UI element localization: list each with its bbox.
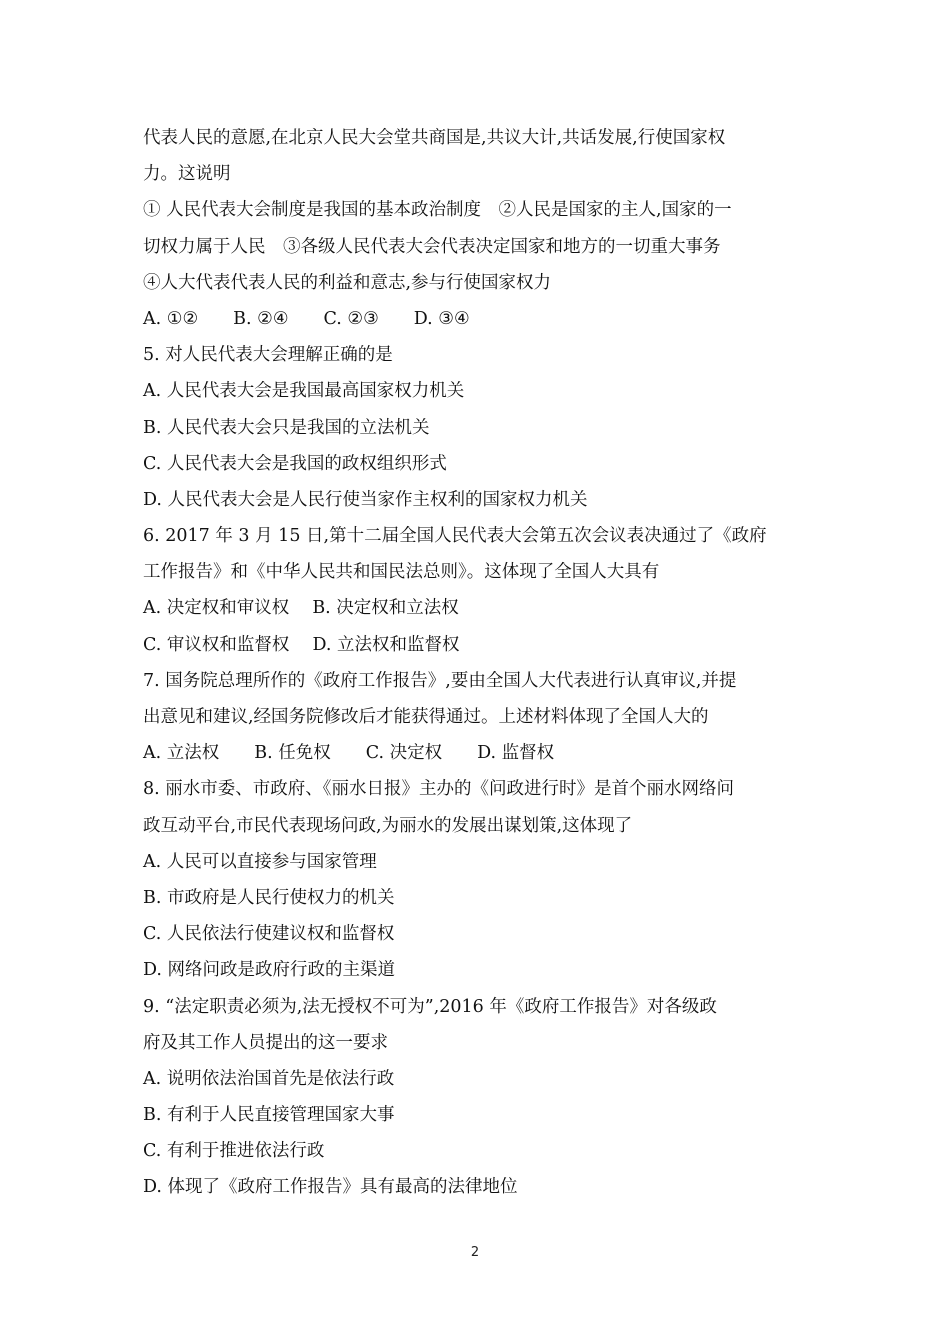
option-b: B. 市政府是人民行使权力的机关 — [143, 887, 395, 908]
answer-options: A. ①② B. ②④ C. ②③ D. ③④ — [143, 308, 470, 329]
option-d: D. 体现了《政府工作报告》具有最高的法律地位 — [143, 1177, 518, 1198]
option-c: C. 人民代表大会是我国的政权组织形式 — [143, 453, 447, 474]
option-d: D. 人民代表大会是人民行使当家作主权利的国家权力机关 — [143, 489, 588, 510]
text-line: 切权力属于人民 ③各级人民代表大会代表决定国家和地方的一切重大事务 — [143, 236, 721, 257]
answer-options: A. 立法权 B. 任免权 C. 决定权 D. 监督权 — [143, 743, 555, 764]
option-a: A. 人民可以直接参与国家管理 — [143, 851, 377, 872]
document-body — [143, 120, 815, 1206]
question-8: 8. 丽水市委、市政府、《丽水日报》主办的《问政进行时》是首个丽水网络问 — [143, 779, 735, 800]
question-5: 5. 对人民代表大会理解正确的是 — [143, 345, 393, 366]
option-a: A. 人民代表大会是我国最高国家权力机关 — [143, 381, 465, 402]
text-line: ① 人民代表大会制度是我国的基本政治制度 ②人民是国家的主人,国家的一 — [143, 200, 732, 221]
question-6: 6. 2017 年 3 月 15 日,第十二届全国人民代表大会第五次会议表决通过了《政府 — [143, 526, 767, 547]
text-line: 出意见和建议,经国务院修改后才能获得通过。上述材料体现了全国人大的 — [143, 707, 709, 727]
option-a: A. 说明依法治国首先是依法行政 — [143, 1068, 395, 1089]
option-d: D. 网络问政是政府行政的主渠道 — [143, 960, 396, 981]
text-line: 政互动平台,市民代表现场问政,为丽水的发展出谋划策,这体现了 — [143, 815, 633, 836]
text-line: 府及其工作人员提出的这一要求 — [143, 1032, 388, 1053]
question-7: 7. 国务院总理所作的《政府工作报告》,要由全国人大代表进行认真审议,并提 — [143, 670, 737, 691]
option-b: B. 有利于人民直接管理国家大事 — [143, 1105, 395, 1126]
text-line: 代表人民的意愿,在北京人民大会堂共商国是,共议大计,共话发展,行使国家权 — [143, 128, 726, 148]
text-line: 力。这说明 — [143, 164, 231, 185]
text-line: 工作报告》和《中华人民共和国民法总则》。这体现了全国人大具有 — [143, 562, 660, 583]
page-number: 2 — [470, 1245, 480, 1260]
option-c: C. 有利于推进依法行政 — [143, 1141, 325, 1162]
question-9: 9. “法定职责必须为,法无授权不可为”,2016 年《政府工作报告》对各级政 — [143, 996, 717, 1017]
option-c: C. 人民依法行使建议权和监督权 — [143, 924, 395, 945]
option-b: B. 人民代表大会只是我国的立法机关 — [143, 417, 430, 438]
text-line: ④人大代表代表人民的利益和意志,参与行使国家权力 — [143, 272, 552, 293]
answer-options: A. 决定权和审议权 B. 决定权和立法权 — [143, 598, 459, 619]
answer-options: C. 审议权和监督权 D. 立法权和监督权 — [143, 634, 460, 655]
